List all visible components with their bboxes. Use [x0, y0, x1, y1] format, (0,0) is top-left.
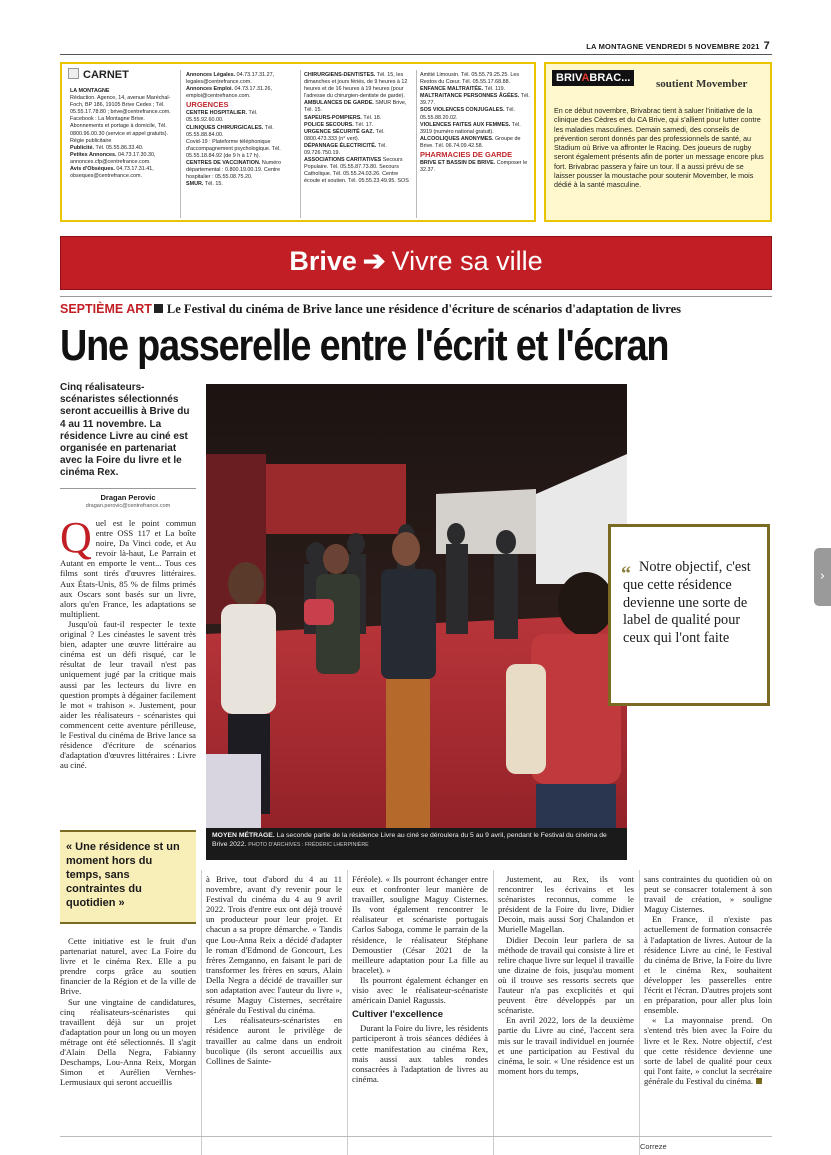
- subheading: Cultiver l'excellence: [352, 1009, 443, 1021]
- carnet-entry-text: Secours Populaire. Tél. 05.55.87.73.80. Secours Catholique. Tél. 05.55.24.03.26. Centre écoute et soutien. Tél. 05.55.23.49.95. SOS: [304, 157, 409, 185]
- logo-part: BRIV: [556, 72, 582, 84]
- carnet-entry-label: LA MONTAGNE: [70, 88, 110, 94]
- paragraph: Cette initiative est le fruit d'un partenariat naturel, avec La Foire du livre et le cinéma Rex. Elle a pu prendre corps grâce au soutien financier de la Région et de la ville de Brive.: [60, 936, 196, 997]
- carnet-entry: [186, 125, 296, 139]
- footer-edition: Correze: [640, 1142, 667, 1151]
- carnet-entry-text: 04.73.17.31.27, legales@centrefrance.com.: [186, 72, 275, 86]
- paragraph: [644, 1015, 772, 1086]
- carnet-entry-text: Tél. 05.55.88.20.02.: [420, 107, 515, 121]
- carnet-entry-label: ENFANCE MALTRAITÉE.: [420, 86, 485, 93]
- carnet-entry-text: Tél. 0800.473.333 (n° vert).: [304, 128, 385, 142]
- rubric-label: SEPTIÈME ART: [60, 302, 152, 316]
- carnet-entry: [70, 123, 174, 137]
- paragraph: à Brive, tout d'abord du 4 au 11 novembre, avant d'y revenir pour le Festival du cinéma du 4 au 9 avril 2022. Trois d'entre eux ont déjà trouvé un producteur pour leur projet. Et chacun a sa propre démarche. « Tandis que Lou-Anna Reix a décidé d'adapter le roman d'Edmond de Goncourt, Les frères Zemganno, en faisant le pari de transformer les frères en sœurs, Alain Della Negra a décidé de travailler sur son adaptation avec l'auteur du livre », résume Maguy Cisternes, secrétaire générale du Festival du cinéma.: [206, 874, 342, 1016]
- carnet-title-text: CARNET: [83, 69, 129, 81]
- paragraph: Ils pourront également échanger en visio avec le réalisateur-scénariste américain Daniel Ragussis.: [352, 974, 488, 1006]
- paragraph: sans contraintes du quotidien où on peut se consacrer totalement à son travail de création, » souligne Maguy Cisternes.: [644, 874, 772, 915]
- paragraph-text: « La mayonnaise prend. On s'entend très bien avec la Foire du livre et le Rex. Notre objectif, c'est que cette résidence devienne une sorte de label de qualité pour ceux qui l'ont faite, » conclut la secrétaire générale du Festival du cinéma.: [644, 1015, 772, 1086]
- brivabrac-logo: [552, 70, 634, 86]
- carnet-entry-label: BRIVE ET BASSIN DE BRIVE.: [420, 160, 497, 167]
- carnet-entry-label: URGENCE SÉCURITÉ GAZ.: [304, 128, 376, 135]
- carnet-entry-text: Composer le 32.37.: [420, 160, 528, 174]
- carnet-entry-label: Annonces Légales.: [186, 72, 237, 78]
- brivabrac-kicker: soutient Movember: [656, 78, 748, 90]
- carnet-entry-text: Abonnements et portage à domicile, Tél. 0800.96.00.30 (service et appel gratuits).: [70, 123, 168, 137]
- carnet-entry-label: POLICE SECOURS.: [304, 121, 356, 128]
- square-icon: [68, 68, 79, 79]
- carnet-entry: [70, 88, 174, 95]
- logo-part: BRAC...: [589, 72, 631, 84]
- carnet-entry-text: Groupe de Brive. Tél. 06.74.09.42.58.: [420, 135, 521, 149]
- carnet-entry: [186, 181, 296, 188]
- carnet-entry: [70, 138, 174, 145]
- paragraph: uel est le point commun entre OSS 117 et La boîte noire, Da Vinci code, et Au revoir là-haut, Le Parrain et Autant en emporte le vent... Tous ces films sont tirés d'œuvres littéraires. Aux États-Unis, 85 % de films primés aux Oscars sont basés sur un livre, alors qu'en France, les adaptations se multiplient.: [60, 518, 196, 619]
- carnet-entry: [304, 100, 412, 114]
- carnet-entry: [420, 136, 530, 150]
- column-divider: [300, 70, 301, 218]
- carnet-entry: [70, 145, 174, 152]
- column-divider: [416, 70, 417, 218]
- carnet-entry: [186, 110, 296, 124]
- carnet-entry: [420, 93, 530, 107]
- carnet-entry: [304, 122, 412, 129]
- article-photo: [206, 384, 627, 858]
- banner-rule: [60, 296, 772, 297]
- running-head: [560, 40, 770, 52]
- carnet-entry-text: Tél. 09.726.750.19.: [304, 142, 387, 157]
- carnet-entry-text: Tél. 05.55.92.60.00.: [186, 110, 258, 124]
- section-banner: [60, 236, 772, 290]
- article-column-3: [352, 874, 488, 1084]
- carnet-entry: [420, 72, 530, 86]
- article-column-2: [206, 874, 342, 1066]
- pull-quote: « Une résidence st un moment hors du temps, sans contraintes du quotidien »: [60, 830, 196, 924]
- footer-rule: [60, 1136, 772, 1137]
- paragraph: Féréole). « Ils pourront échanger entre eux et confronter leur manière de travailler, souligne Maguy Cisternes. Ils vont également rencontrer le réalisateur et scénariste portugais Carlos Saboga, comme le parrain de la résidence, le réalisateur Stéphane Demoustier (César 2021 de la meilleure adaptation pour La fille au bracelet). »: [352, 874, 488, 975]
- carnet-column-services: [304, 72, 412, 186]
- carnet-entry: [70, 116, 174, 123]
- column-divider: [639, 870, 640, 1155]
- article-kicker: [60, 302, 772, 317]
- carnet-entry-text: Tél. 15, les dimanches et jours fériés, de 9 heures à 12 heures et de 16 heures à 19 heures (pour l'adresse du chirurgien-dentiste de garde).: [304, 72, 408, 100]
- paragraph: Didier Decoin leur parlera de sa méthode de travail qui consiste à lire et relire chaque livre sur lequel il travaille une dizaine de fois, jusqu'au moment où il trouve ses ressorts secrets que l'auteur n'a pas excplicités et qui peuvent être développés par un scénariste.: [498, 934, 634, 1016]
- carnet-heading: PHARMACIES DE GARDE: [420, 150, 513, 160]
- square-bullet-icon: [154, 304, 163, 313]
- carnet-entry-label: AMBULANCES DE GARDE.: [304, 100, 376, 107]
- carnet-entry-label: SMUR.: [186, 181, 205, 188]
- article-headline: Une passerelle entre l'écrit et l'écran: [60, 321, 669, 370]
- carnet-entry-text: SMUR Brive, Tél. 15.: [304, 100, 407, 114]
- photo-credit: PHOTO D'ARCHIVES : FRÉDÉRIC LHERPINIÈRE: [248, 841, 369, 848]
- article-column-1: [60, 513, 196, 771]
- paragraph: Jusqu'où faut-il respecter le texte original ? Les cinéastes le savent très bien, adapter une œuvre littéraire au cinéma est un défi risqué, car le résultat de leur travail n'est pas uniquement jugé par la critique mais aussi par les lecteurs du livre en question prompts à dégainer facilement le mot « trahison ». Justement, pour aider les réalisateurs - scénaristes qui commencent cette aventure périlleuse, le Festival du cinéma de Brive lance sa résidence d'écriture de scénarios d'adaptation d'œuvres littéraires : Livre au ciné.: [60, 618, 196, 771]
- carnet-entry-text: Amitié Limousin. Tél. 05.55.79.25.25. Les Restos du Cœur. Tél. 05.55.17.68.88.: [420, 72, 520, 86]
- article-column-1b: [60, 936, 196, 1087]
- carnet-title: [68, 68, 129, 81]
- quote-text: Notre objectif, c'est que cette résidence devienne une sorte de label de qualité pour ceux qui l'ont faite: [623, 559, 751, 647]
- column-divider: [493, 870, 494, 1155]
- paragraph: Durant la Foire du livre, les résidents participeront à trois séances dédiées à cette manifestation au cinéma Rex, mais aussi aux tables rondes consacrées à l'adaptation de livres au cinéma.: [352, 1023, 488, 1084]
- author-email: dragan.perovic@centrefrance.com: [85, 503, 171, 509]
- carnet-entry: [304, 72, 412, 100]
- carnet-entry: [70, 95, 174, 116]
- brivabrac-box: [544, 62, 772, 222]
- article-column-5: [644, 874, 772, 1086]
- carnet-entry-text: Tél. 05.55.88.84.00.: [186, 124, 274, 138]
- carnet-entry: [70, 166, 174, 180]
- author-rule: [60, 488, 196, 489]
- banner-section: Vivre sa ville: [391, 246, 543, 276]
- photo-caption: [206, 828, 627, 860]
- carnet-entry-label: ASSOCIATIONS CARITATIVES: [304, 157, 383, 164]
- carnet-entry-text: Covid-19 : Plateforme téléphonique d'accompagnement psychologique. Tél. 05.55.18.84.92 (de 9 h à 17 h).: [186, 138, 281, 159]
- paragraph: En avril 2022, lors de la deuxième partie du Livre au ciné, l'accent sera mis sur le travail individuel en journée et une participation au Festival du cinéma, le soir. « Une résidence est un moment hors du temps,: [498, 1015, 634, 1076]
- arrow-right-icon: ➔: [362, 246, 386, 276]
- running-head-text: LA MONTAGNE VENDREDI 5 NOVEMBRE 2021: [586, 42, 760, 51]
- banner-city: Brive: [289, 246, 357, 276]
- carnet-entry-label: Annonces Emploi.: [186, 86, 235, 93]
- carnet-entry: [186, 160, 296, 181]
- carnet-entry-label: Avis d'Obsèques.: [70, 166, 117, 173]
- column-divider: [347, 870, 348, 1155]
- carnet-entry: [186, 72, 296, 86]
- carnet-entry-text: 04.73.17.30.30, annonces.cfp@centrefrance.com.: [70, 151, 156, 165]
- festival-crowd-photo: [206, 384, 627, 858]
- carnet-box: [60, 62, 536, 222]
- carnet-entry-label: VIOLENCES FAITES AUX FEMMES.: [420, 121, 512, 128]
- carnet-entry-text: Tél. 18.: [363, 114, 382, 121]
- carnet-entry-label: SAPEURS-POMPIERS.: [304, 114, 364, 121]
- carnet-entry-text: Tél. 119.: [484, 86, 506, 93]
- carnet-entry-label: CHIRURGIENS-DENTISTES.: [304, 72, 377, 78]
- carnet-entry-text: Tél. 17.: [355, 121, 374, 128]
- quote-box: [608, 524, 770, 706]
- carnet-entry: [304, 143, 412, 157]
- article-column-4: [498, 874, 634, 1076]
- carnet-entry-text: 04.73.17.31.26, emploi@centrefrance.com.: [186, 86, 272, 100]
- caption-label: MOYEN MÉTRAGE.: [212, 832, 275, 839]
- logo-part-accent: A: [581, 72, 590, 84]
- carnet-entry: [186, 86, 296, 100]
- quote-mark-icon: “: [621, 563, 631, 585]
- carnet-entry-text: Tél. 15.: [204, 181, 223, 188]
- paragraph: Justement, au Rex, ils vont rencontrer les écrivains et les scénaristes reconnus, comme le président de la Foire du livre, Didier Decoin, mais aussi Sorj Chalandon et Murielle Magellan.: [498, 874, 634, 935]
- carnet-entry: [186, 139, 296, 160]
- carnet-entry: [420, 160, 530, 174]
- article-standfirst: Cinq réalisateurs-scénaristes sélectionnés seront accueillis à Brive du 4 au 11 novembre. La résidence Livre au ciné est organisée en partenariat avec la Foire du livre et le cinéma Rex.: [60, 382, 190, 479]
- carnet-entry-text: Numéro départemental : 0.800.19.00.19. Centre hospitalier : 05.55.08.75.20.: [186, 160, 282, 181]
- section-banner-title: [61, 246, 771, 277]
- carnet-entry-text: Tél. 3919 (numéro national gratuit).: [420, 121, 521, 135]
- carnet-entry: [304, 115, 412, 122]
- paragraph: En France, il n'existe pas actuellement de formation consacrée à l'adaptation de livres. Autour de la résidence Livre au ciné, le Festival du cinéma de Brive, la Foire du livre et le cinéma Rex, souhaitent développer les passerelles entre l'écrit et l'écran. D'autres projets sont en préparation, pour aller plus loin ensemble.: [644, 914, 772, 1016]
- next-page-button[interactable]: ›: [814, 548, 831, 606]
- carnet-entry-text: Rédaction. Agence, 14, avenue Maréchal-Foch, BP 186, 19105 Brive Cedex ; Tél. 05.55.17.78.80 ; brive@centrefrance.com.: [70, 95, 171, 116]
- carnet-column-urgences: [186, 72, 296, 188]
- carnet-entry: [304, 129, 412, 143]
- drop-cap: Q: [60, 513, 92, 562]
- author-name: Dragan Perovic: [100, 493, 156, 502]
- column-divider: [201, 870, 202, 1155]
- carnet-entry-text: 04.73.17.31.41, obseques@centrefrance.com.: [70, 166, 154, 180]
- caption-text: La seconde partie de la résidence Livre au ciné se déroulera du 5 au 9 avril, pendant le Festival du cinéma de Brive 2022.: [212, 832, 607, 848]
- column-divider: [180, 70, 181, 218]
- carnet-column-contacts: [70, 88, 174, 180]
- paragraph: Sur une vingtaine de candidatures, cinq réalisateurs-scénaristes qui travaillent déjà sur un projet d'adaptation pour un long ou un moyen métrage ont été sélectionnés. Il s'agit d'Alain Della Negra, Fabianny Deschamps, Lou-Anna Reix, Morgan Simon et Aurélien Vernhes-Lermusiaux qui seront accueillis: [60, 996, 196, 1088]
- kicker-text: Le Festival du cinéma de Brive lance une résidence d'écriture de scénarios d'adaptation de livres: [166, 302, 681, 316]
- carnet-entry: [304, 157, 412, 185]
- carnet-heading: URGENCES: [186, 100, 229, 110]
- carnet-entry-label: Petites Annonces.: [70, 151, 119, 158]
- carnet-entry-text: Tél. 39.77.: [420, 93, 530, 107]
- carnet-entry-text: Tél. 05.55.86.33.40.: [95, 144, 144, 151]
- end-mark-icon: [756, 1078, 762, 1084]
- carnet-entry-label: CENTRES DE VACCINATION.: [186, 160, 262, 167]
- carnet-entry-label: MALTRAITANCE PERSONNES ÂGÉES.: [420, 93, 521, 100]
- carnet-entry-text: Régie publicitaire: [70, 137, 112, 144]
- carnet-entry-label: SOS VIOLENCES CONJUGALES.: [420, 107, 506, 114]
- carnet-entry: [420, 122, 530, 136]
- carnet-entry: [70, 152, 174, 166]
- carnet-entry: [420, 107, 530, 121]
- carnet-entry-text: Facebook : La Montagne Brive.: [70, 116, 145, 123]
- carnet-entry-label: DÉPANNAGE ÉLECTRICITÉ.: [304, 142, 378, 149]
- brivabrac-body: En ce début novembre, Brivabrac tient à saluer l'initiative de la clinique des Cèdres et du CA Brive, qui s'allient pour lutter contre les maladies masculines. Demain samedi, des conseils de prévention seront donnés par des professionnels de santé, au Stadium où Brive va affronter le Racing. Des joueurs de rugby seront également présents afin de porter un message encore plus fort. Brivabrac passera y faire un tour. Il a aussi prévu de se laisser pousser la moustache pour soutenir Movember, le mois dédié à la santé masculine.: [554, 106, 764, 190]
- page-number: 7: [763, 40, 770, 52]
- carnet-entry-label: Publicité.: [70, 144, 96, 151]
- paragraph: Les réalisateurs-scénaristes en résidence auront le privilège de travailler au calme dans un endroit bucolique (ils seront accueillis aux Collines de Sainte-: [206, 1015, 342, 1066]
- carnet-column-aide: [420, 72, 530, 174]
- carnet-entry-label: CENTRE HOSPITALIER.: [186, 110, 249, 117]
- header-rule: [60, 54, 772, 55]
- carnet-entry-label: CLINIQUES CHIRURGICALES.: [186, 124, 265, 131]
- carnet-entry-label: ALCOOLIQUES ANONYMES.: [420, 135, 495, 142]
